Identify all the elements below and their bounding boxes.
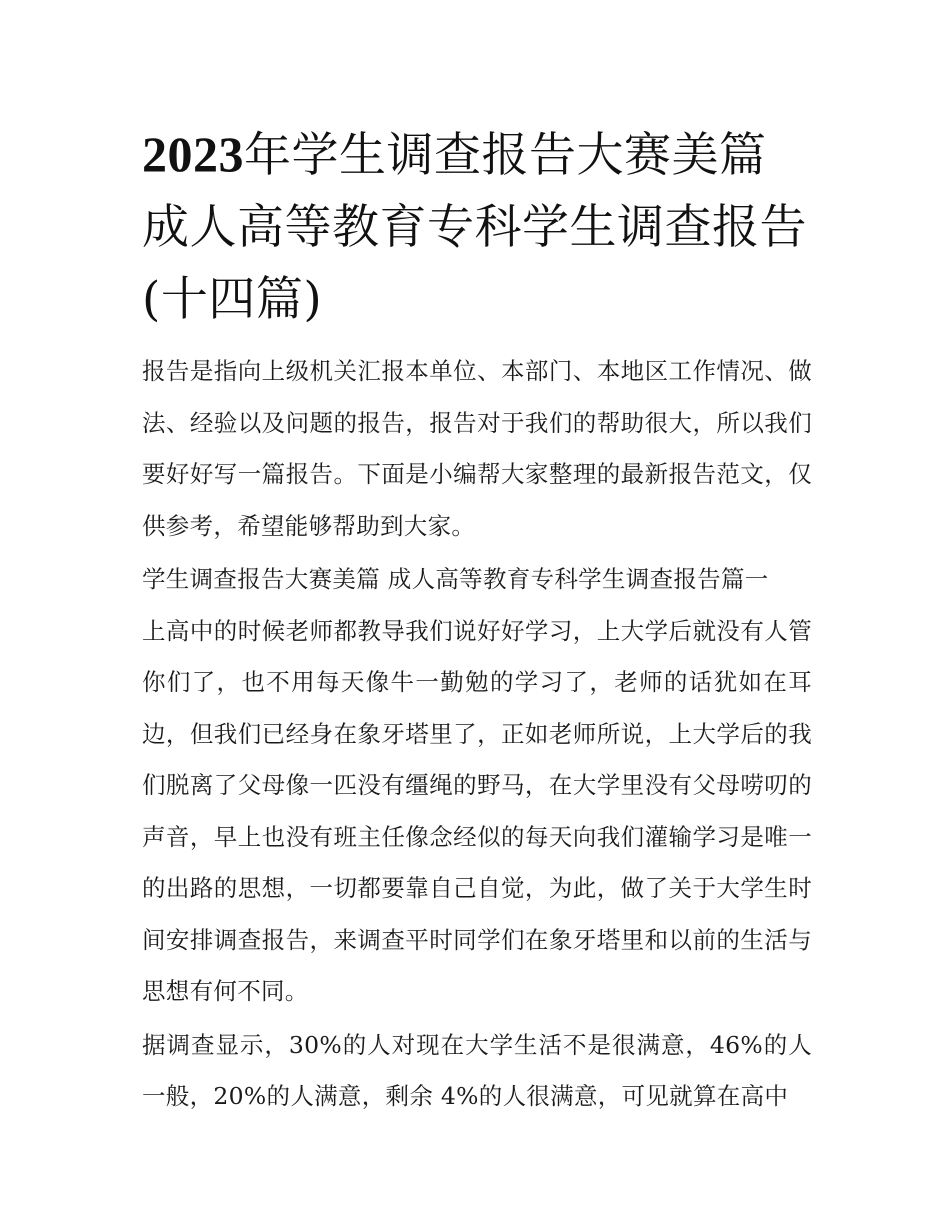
- section-heading: 学生调查报告大赛美篇 成人高等教育专科学生调查报告篇一: [142, 565, 769, 593]
- body-paragraph: 上高中的时候老师都教导我们说好好学习，上大学后就没有人管你们了，也不用每天像牛一勤勉的学习了，老师的话犹如在耳边，但我们已经身在象牙塔里了，正如老师所说，上大学后的我们脱离了父母像一匹没有缰绳的野马，在大学里没有父母唠叨的声音，早上也没有班主任像念经似的每天向我们灌输学习是唯一的出路的思想，一切都要靠自己自觉，为此，做了关于大学生时间安排调查报告，来调查平时同学们在象牙塔里和以前的生活与思想有何不同。: [142, 616, 812, 1005]
- title-text: 年学生调查报告大赛美篇成人高等教育专科学生调查报告(十四篇): [142, 128, 807, 327]
- survey-paragraph: 据调查显示，30%的人对现在大学生活不是很满意，46%的人一般，20%的人满意，剩余 4%的人很满意，可见就算在高中: [142, 1030, 812, 1110]
- title-year: 2023: [142, 126, 244, 182]
- document-content: [142, 118, 812, 1125]
- intro-paragraph: 报告是指向上级机关汇报本单位、本部门、本地区工作情况、做法、经验以及问题的报告，报告对于我们的帮助很大，所以我们要好好写一篇报告。下面是小编帮大家整理的最新报告范文，仅供参考，希望能够帮助到大家。: [142, 357, 812, 540]
- document-title: [142, 118, 812, 336]
